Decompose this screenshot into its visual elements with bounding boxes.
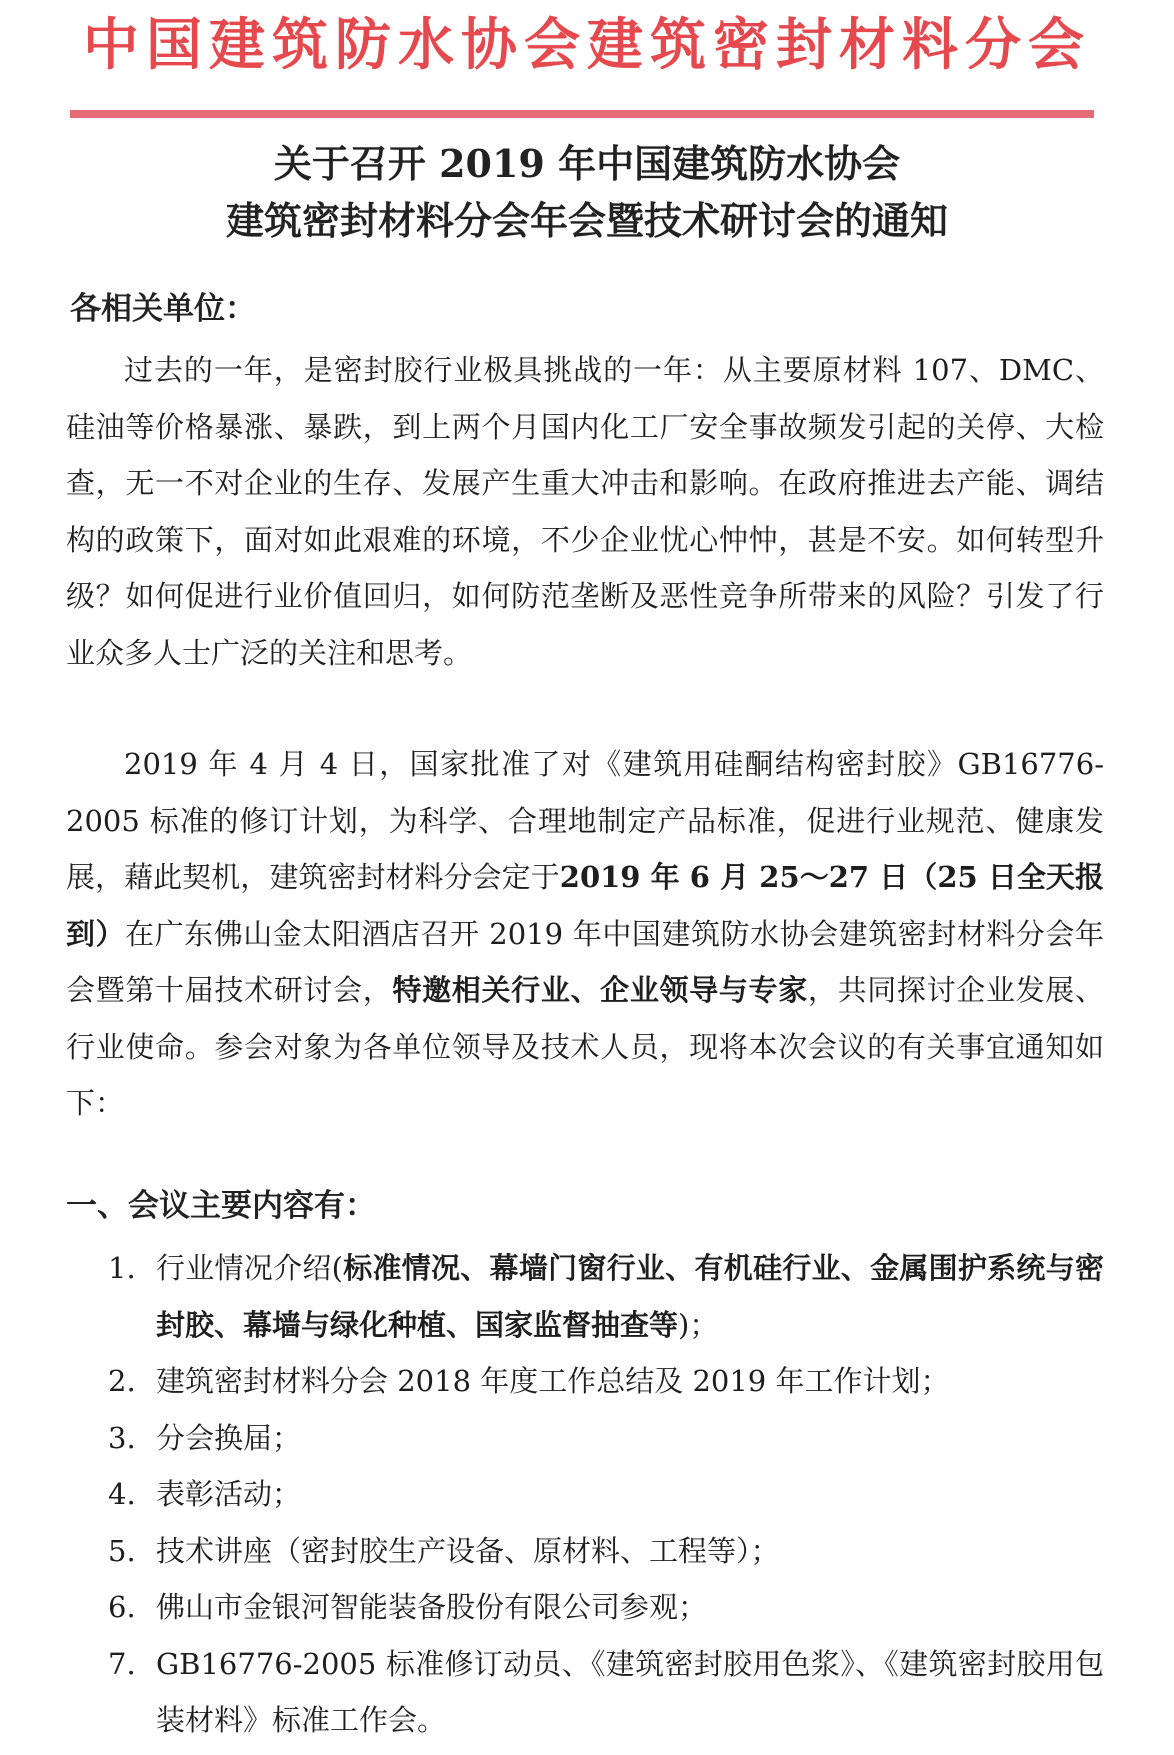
- agenda-item-text: 表彰活动；: [156, 1477, 302, 1511]
- agenda-item-prefix: 行业情况介绍(: [156, 1251, 343, 1285]
- agenda-item: [108, 1353, 1104, 1410]
- agenda-item-text: 分会换届；: [156, 1420, 302, 1455]
- agenda-item-number: 7.: [108, 1646, 136, 1681]
- meeting-date: 2019 年 6 月 25～27 日（25 日全天报到）: [66, 860, 1104, 951]
- letterhead-org-name: 中国建筑防水协会建筑密封材料分会: [83, 13, 1091, 78]
- agenda-item-number: 6.: [108, 1590, 136, 1624]
- agenda-item: [108, 1240, 1104, 1353]
- agenda-item-suffix: )；: [678, 1307, 719, 1342]
- agenda-item: [108, 1523, 1104, 1580]
- announcement-text-part-3: ，共同探讨企业发展、行业使命。参会对象为各单位领导及技术人员，现将本次会议的有关事宜通知如下：: [66, 973, 1104, 1120]
- agenda-item-text: 佛山市金银河智能装备股份有限公司参观；: [156, 1590, 708, 1624]
- special-invitees: 特邀相关行业、企业领导与专家: [392, 973, 808, 1007]
- letterhead-divider: [70, 110, 1094, 118]
- agenda-item-number: 1.: [108, 1251, 136, 1285]
- announcement-text-part-2: 在广东佛山金太阳酒店召开 2019 年中国建筑防水协会建筑密封材料分会年会暨第十届技术研讨会，: [66, 916, 1104, 1007]
- agenda-list: [108, 1240, 1104, 1749]
- agenda-item-topics: 标准情况、幕墙门窗行业、有机硅行业、金属围护系统与密封胶、幕墙与绿化种植、国家监督抽查等: [156, 1251, 1104, 1342]
- agenda-item-text: 技术讲座（密封胶生产设备、原材料、工程等）；: [156, 1533, 780, 1568]
- agenda-item-number: 3.: [108, 1420, 136, 1455]
- agenda-item-number: 4.: [108, 1477, 136, 1511]
- agenda-item-number: 5.: [108, 1533, 136, 1568]
- agenda-item: [108, 1410, 1104, 1467]
- agenda-item-text: GB16776-2005 标准修订动员、《建筑密封胶用色浆》、《建筑密封胶用包装材料》标准工作会。: [156, 1646, 1104, 1737]
- intro-paragraph: 过去的一年，是密封胶行业极具挑战的一年：从主要原材料 107、DMC、硅油等价格暴涨、暴跌，到上两个月国内化工厂安全事故频发引起的关停、大检查，无一不对企业的生存、发展产生重大冲击和影响。在政府推进去产能、调结构的政策下，面对如此艰难的环境，不少企业忧心忡忡，甚是不安。如何转型升级？如何促进行业价值回归，如何防范垄断及恶性竞争所带来的风险？引发了行业众多人士广泛的关注和思考。: [66, 353, 1104, 670]
- agenda-item: [108, 1466, 1104, 1523]
- announcement-text-part-1: 2019 年 4 月 4 日，国家批准了对《建筑用硅酮结构密封胶》GB16776-2005 标准的修订计划，为科学、合理地制定产品标准，促进行业规范、健康发展，藉此契机，建筑密封材料分会定于: [66, 747, 1104, 894]
- agenda-item: [108, 1636, 1104, 1749]
- agenda-item-number: 2.: [108, 1364, 136, 1398]
- salutation: 各相关单位：: [70, 291, 256, 327]
- section-heading-main-content: 一、会议主要内容有：: [66, 1188, 376, 1224]
- agenda-item-text: [156, 1240, 1104, 1353]
- notice-title-line-1: 关于召开 2019 年中国建筑防水协会: [273, 141, 901, 186]
- agenda-item: [108, 1579, 1104, 1636]
- agenda-item-text: 建筑密封材料分会 2018 年度工作总结及 2019 年工作计划；: [156, 1364, 950, 1398]
- meeting-announcement-paragraph: [66, 736, 1104, 1132]
- notice-title-line-2: 建筑密封材料分会年会暨技术研讨会的通知: [225, 198, 948, 243]
